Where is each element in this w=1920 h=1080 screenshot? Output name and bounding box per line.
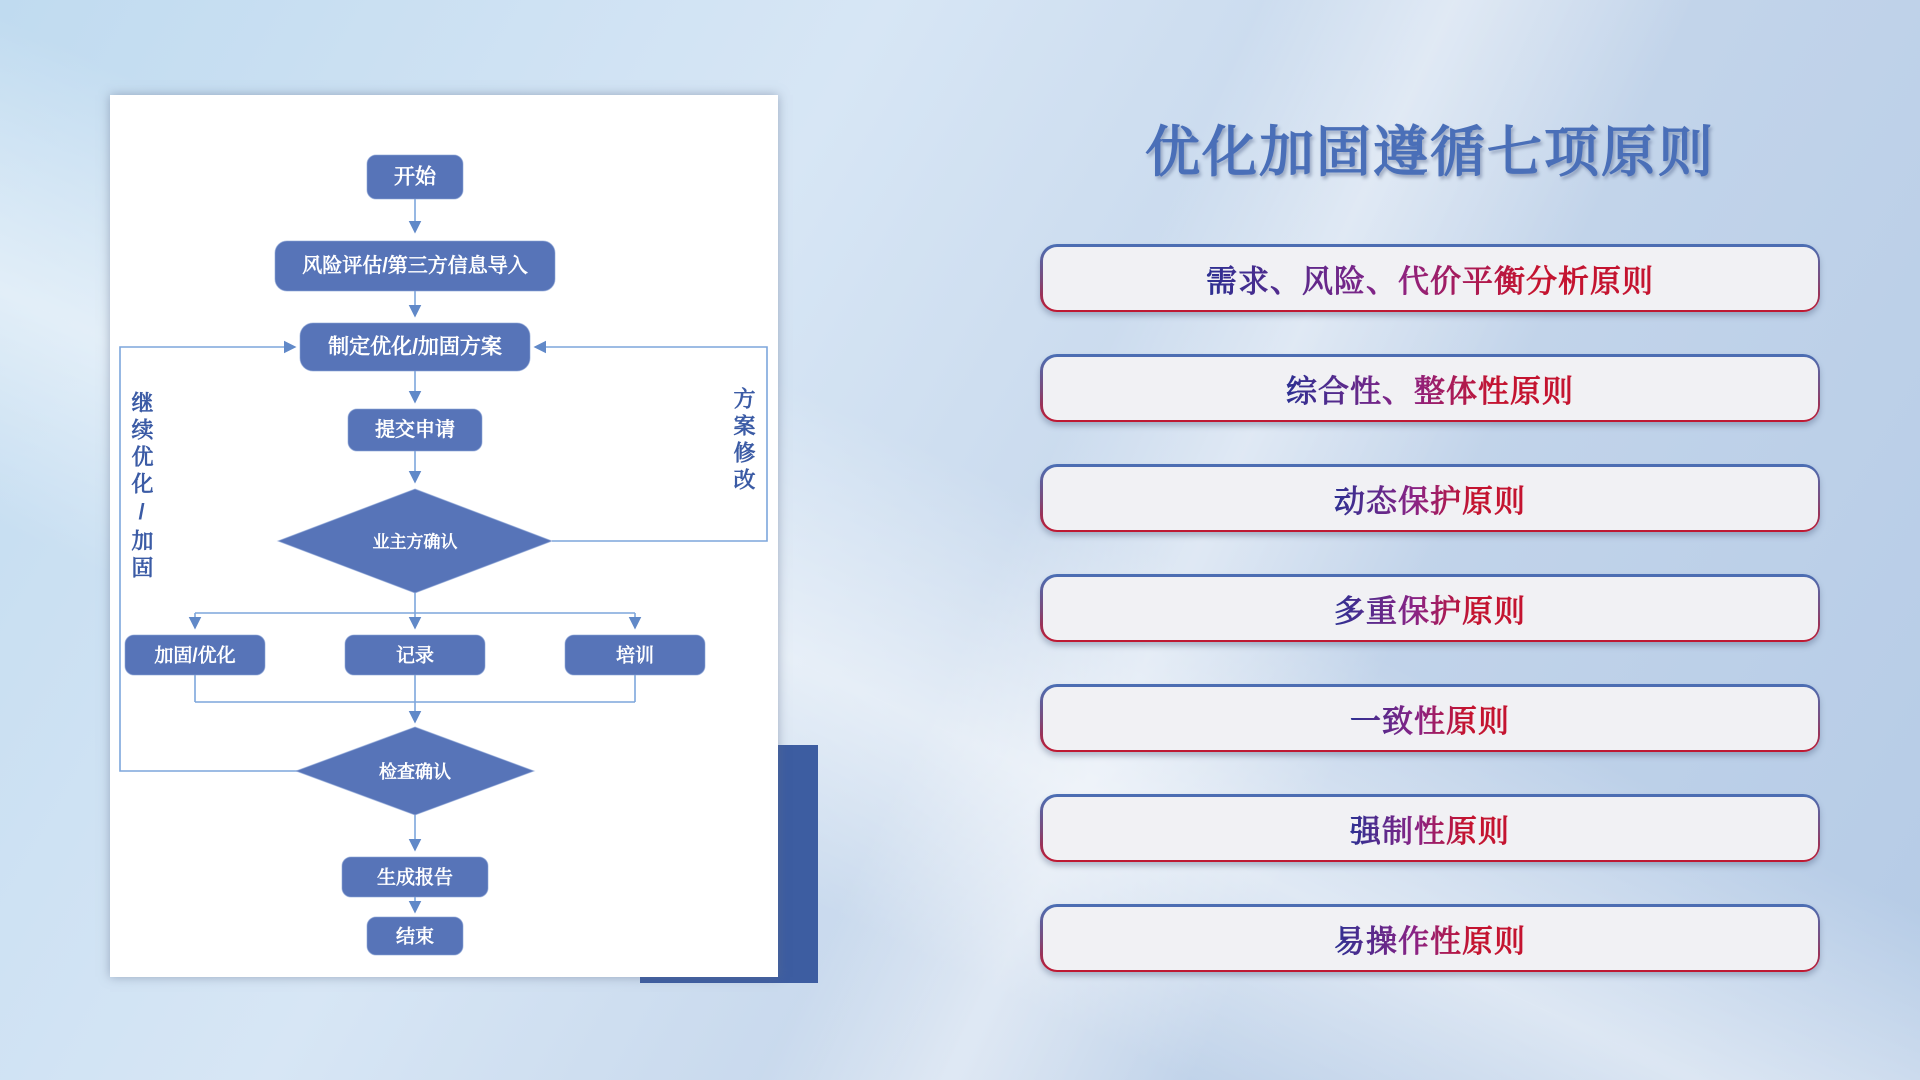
principle-box-5: [1040, 684, 1820, 752]
loop-label-continue-optimize: 继续优化/加固: [129, 391, 154, 583]
principle-box-6: [1040, 794, 1820, 862]
node-owner-confirm-label: 业主方确认: [372, 532, 458, 552]
node-report-label: 生成报告: [376, 867, 454, 889]
node-record-label: 记录: [395, 645, 435, 667]
principle-box-3-inner: [1043, 467, 1818, 530]
principle-2-text: 综合性、整体性原则: [1286, 366, 1574, 411]
principle-box-4: [1040, 574, 1820, 642]
principle-4-text: 多重保护原则: [1334, 586, 1526, 631]
node-reinforce-label: 加固/优化: [154, 645, 236, 667]
flowchart-svg: [110, 95, 778, 977]
principle-box-4-inner: [1043, 577, 1818, 640]
principle-box-7-inner: [1043, 907, 1818, 970]
principle-box-2-inner: [1043, 357, 1818, 420]
principle-5-text: 一致性原则: [1350, 696, 1510, 741]
node-submit-label: 提交申请: [375, 419, 455, 441]
principle-6-text: 强制性原则: [1350, 806, 1510, 851]
node-end-label: 结束: [395, 926, 435, 948]
principle-box-2: [1040, 354, 1820, 422]
loop-label-plan-revise: 方案修改: [731, 387, 756, 495]
principle-7-text: 易操作性原则: [1334, 916, 1526, 961]
flowchart-card: [110, 95, 778, 977]
principles-list: [1040, 244, 1820, 1014]
node-training-label: 培训: [615, 645, 655, 667]
principle-box-6-inner: [1043, 797, 1818, 860]
principle-box-5-inner: [1043, 687, 1818, 750]
principle-3-text: 动态保护原则: [1334, 476, 1526, 521]
node-check-confirm-label: 检查确认: [379, 762, 451, 782]
principle-box-1-inner: [1043, 247, 1818, 310]
panel-title: 优化加固遵循七项原则: [1144, 121, 1715, 183]
principle-box-1: [1040, 244, 1820, 312]
principle-box-3: [1040, 464, 1820, 532]
node-make-plan-label: 制定优化/加固方案: [328, 335, 502, 359]
node-risk-assess-label: 风险评估/第三方信息导入: [302, 255, 528, 277]
principle-1-text: 需求、风险、代价平衡分析原则: [1206, 256, 1654, 301]
node-start-label: 开始: [394, 165, 436, 189]
principle-box-7: [1040, 904, 1820, 972]
